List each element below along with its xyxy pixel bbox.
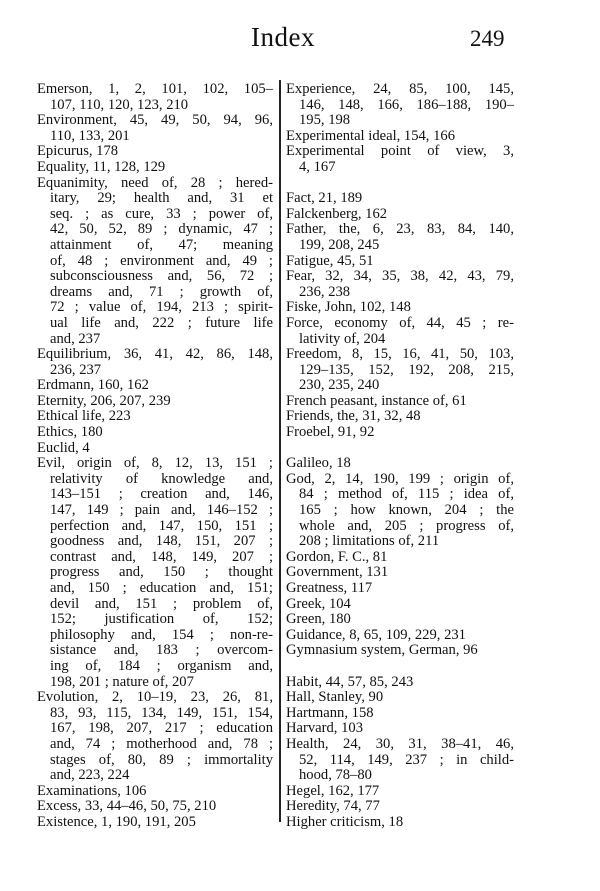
index-entry-continuation-line: 230, 235, 240 bbox=[299, 377, 380, 394]
index-entry-heading-line: Freedom, 8, 15, 16, 41, 50, 103, bbox=[286, 346, 514, 363]
index-entry-continuation-line: relativity of knowledge and, bbox=[50, 470, 273, 487]
index-entry-continuation-line: and, 237 bbox=[50, 330, 101, 347]
index-entry-heading-line: Environment, 45, 49, 50, 94, 96, bbox=[37, 112, 273, 129]
index-entry bbox=[286, 254, 514, 270]
index-entry-continuation-line: dreams and, 71 ; growth of, bbox=[50, 283, 273, 300]
index-entry-heading-line: Erdmann, 160, 162 bbox=[37, 377, 149, 394]
index-entry bbox=[286, 628, 514, 644]
index-entry bbox=[37, 425, 273, 441]
index-entry-heading-line: Equality, 11, 128, 129 bbox=[37, 158, 166, 175]
index-entry-continuation-line: 42, 50, 52, 89 ; dynamic, 47 ; bbox=[50, 221, 273, 238]
index-entry-continuation-line: and, 150 ; education and, 151; bbox=[50, 580, 273, 596]
index-entry-continuation-line: stages of, 80, 89 ; immortality bbox=[50, 751, 273, 768]
index-entry bbox=[286, 550, 514, 566]
letter-group-gap bbox=[286, 659, 514, 675]
index-entry-continuation-line: ual life and, 222 ; future life bbox=[50, 314, 273, 331]
index-entry-continuation-line: subconsciousness and, 56, 72 ; bbox=[50, 268, 273, 285]
index-entry-continuation-line: ing of, 184 ; organism and, bbox=[50, 657, 273, 674]
index-entry bbox=[286, 737, 514, 784]
index-entry-continuation-line: 199, 208, 245 bbox=[299, 236, 380, 253]
index-entry-heading-line: Examinations, 106 bbox=[37, 782, 147, 799]
index-entry bbox=[286, 129, 514, 145]
index-entry-heading-line: Euclid, 4 bbox=[37, 439, 90, 456]
index-entry-heading-line: Fact, 21, 189 bbox=[286, 190, 363, 207]
index-entry-heading-line: Government, 131 bbox=[286, 564, 389, 581]
index-entry bbox=[286, 347, 514, 394]
index-entry-heading-line: Existence, 1, 190, 191, 205 bbox=[37, 813, 196, 830]
index-entry-continuation-line: 146, 148, 166, 186–188, 190– bbox=[299, 96, 514, 113]
index-entry-continuation-line: hood, 78–80 bbox=[299, 767, 372, 784]
index-entry bbox=[286, 472, 514, 550]
index-entry-heading-line: Froebel, 91, 92 bbox=[286, 424, 375, 441]
index-entry bbox=[286, 269, 514, 300]
index-entry-continuation-line: seq. ; as cure, 33 ; power of, bbox=[50, 205, 273, 222]
index-entry-continuation-line: 52, 114, 149, 237 ; in child- bbox=[299, 751, 514, 768]
index-entry-heading-line: Hartmann, 158 bbox=[286, 704, 374, 721]
index-entry bbox=[286, 222, 514, 253]
page-title: Index bbox=[251, 22, 315, 52]
index-entry-continuation-line: 72 ; value of, 194, 213 ; spirit- bbox=[50, 299, 273, 316]
index-entry bbox=[286, 425, 514, 441]
index-column-right bbox=[286, 82, 514, 831]
index-entry-heading-line: Excess, 33, 44–46, 50, 75, 210 bbox=[37, 798, 217, 815]
index-entry-heading-line: Experience, 24, 85, 100, 145, bbox=[286, 81, 514, 97]
index-entry-continuation-line: attainment of, 47; meaning bbox=[50, 236, 273, 253]
index-entry bbox=[37, 160, 273, 176]
letter-group-gap bbox=[286, 176, 514, 192]
index-entry bbox=[37, 82, 273, 113]
index-entry-continuation-line: 4, 167 bbox=[299, 158, 336, 175]
index-entry-heading-line: French peasant, instance of, 61 bbox=[286, 392, 467, 409]
index-entry-heading-line: Gymnasium system, German, 96 bbox=[286, 642, 478, 659]
index-entry-continuation-line: perfection and, 147, 150, 151 ; bbox=[50, 517, 273, 534]
index-entry bbox=[286, 784, 514, 800]
index-entry-continuation-line: 152; justification of, 152; bbox=[50, 611, 273, 628]
index-entry bbox=[286, 456, 514, 472]
index-entry-continuation-line: philosophy and, 154 ; non-re- bbox=[50, 626, 273, 643]
index-entry bbox=[37, 441, 273, 457]
index-entry-heading-line: Father, the, 6, 23, 83, 84, 140, bbox=[286, 221, 514, 238]
index-entry-heading-line: Friends, the, 31, 32, 48 bbox=[286, 408, 421, 425]
index-entry bbox=[286, 394, 514, 410]
column-divider bbox=[279, 80, 281, 822]
index-entry bbox=[37, 394, 273, 410]
index-entry bbox=[286, 597, 514, 613]
index-entry-heading-line: Ethics, 180 bbox=[37, 424, 103, 441]
index-entry bbox=[286, 565, 514, 581]
index-entry bbox=[37, 784, 273, 800]
index-entry bbox=[37, 409, 273, 425]
index-entry bbox=[286, 721, 514, 737]
index-entry bbox=[286, 815, 514, 831]
index-entry-heading-line: Hall, Stanley, 90 bbox=[286, 689, 384, 706]
index-entry-continuation-line: itary, 29; health and, 31 et bbox=[50, 190, 273, 207]
index-entry-continuation-line: 110, 133, 201 bbox=[50, 127, 130, 144]
index-entry bbox=[37, 456, 273, 690]
index-entry-heading-line: Green, 180 bbox=[286, 611, 351, 628]
index-entry-continuation-line: lativity of, 204 bbox=[299, 330, 386, 347]
index-entry bbox=[286, 300, 514, 316]
index-entry-heading-line: Epicurus, 178 bbox=[37, 143, 119, 160]
index-entry-continuation-line: progress and, 150 ; thought bbox=[50, 564, 273, 581]
index-entry bbox=[286, 706, 514, 722]
index-entry bbox=[286, 643, 514, 659]
index-entry-continuation-line: 84 ; method of, 115 ; idea of, bbox=[299, 486, 514, 503]
index-entry-heading-line: Equanimity, need of, 28 ; hered- bbox=[37, 174, 273, 191]
index-entry-heading-line: Eternity, 206, 207, 239 bbox=[37, 392, 171, 409]
index-entry-continuation-line: goodness and, 148, 151, 207 ; bbox=[50, 533, 273, 550]
page-number: 249 bbox=[470, 26, 505, 51]
index-entry-heading-line: Habit, 44, 57, 85, 243 bbox=[286, 673, 414, 690]
index-entry-heading-line: Equilibrium, 36, 41, 42, 86, 148, bbox=[37, 346, 273, 363]
index-entry-continuation-line: 165 ; how known, 204 ; the bbox=[299, 502, 514, 519]
index-entry-continuation-line: and, 223, 224 bbox=[50, 767, 130, 784]
index-entry bbox=[37, 815, 273, 831]
index-entry bbox=[37, 113, 273, 144]
index-entry-continuation-line: of, 48 ; environment and, 49 ; bbox=[50, 252, 273, 269]
index-entry-continuation-line: sistance and, 183 ; overcom- bbox=[50, 642, 273, 659]
index-entry bbox=[37, 347, 273, 378]
index-entry bbox=[286, 316, 514, 347]
index-entry-continuation-line: 236, 237 bbox=[50, 361, 102, 378]
index-entry bbox=[37, 176, 273, 348]
index-entry-continuation-line: whole and, 205 ; progress of, bbox=[299, 517, 514, 534]
index-column-left bbox=[37, 82, 273, 831]
index-entry-heading-line: Falckenberg, 162 bbox=[286, 205, 388, 222]
index-entry bbox=[286, 675, 514, 691]
index-entry-continuation-line: and, 74 ; motherhood and, 78 ; bbox=[50, 735, 273, 752]
index-entry-heading-line: Experimental ideal, 154, 166 bbox=[286, 127, 455, 144]
index-entry-heading-line: Evil, origin of, 8, 12, 13, 151 ; bbox=[37, 455, 273, 472]
index-entry bbox=[286, 82, 514, 129]
index-entry-heading-line: Fatigue, 45, 51 bbox=[286, 252, 374, 269]
index-entry-heading-line: God, 2, 14, 190, 199 ; origin of, bbox=[286, 470, 514, 487]
index-entry-heading-line: Heredity, 74, 77 bbox=[286, 798, 380, 815]
index-entry-continuation-line: 167, 198, 207, 217 ; education bbox=[50, 720, 273, 737]
index-entry-heading-line: Fear, 32, 34, 35, 38, 42, 43, 79, bbox=[286, 268, 514, 285]
index-entry-continuation-line: 198, 201 ; nature of, 207 bbox=[50, 673, 194, 690]
index-entry-continuation-line: 107, 110, 120, 123, 210 bbox=[50, 96, 189, 113]
index-entry bbox=[37, 799, 273, 815]
index-entry-continuation-line: 83, 93, 115, 134, 149, 151, 154, bbox=[50, 704, 273, 721]
index-entry bbox=[286, 799, 514, 815]
index-entry bbox=[286, 690, 514, 706]
index-entry-heading-line: Evolution, 2, 10–19, 23, 26, 81, bbox=[37, 689, 273, 706]
index-entry-continuation-line: 129–135, 152, 192, 208, 215, bbox=[299, 361, 514, 378]
index-entry bbox=[286, 581, 514, 597]
index-entry bbox=[286, 144, 514, 175]
index-entry-heading-line: Force, economy of, 44, 45 ; re- bbox=[286, 314, 514, 331]
letter-group-gap bbox=[286, 441, 514, 457]
index-entry-continuation-line: 147, 149 ; pain and, 146–152 ; bbox=[50, 502, 273, 519]
index-entry-continuation-line: devil and, 151 ; problem of, bbox=[50, 595, 273, 612]
index-entry bbox=[286, 191, 514, 207]
index-entry-continuation-line: 195, 198 bbox=[299, 112, 351, 129]
index-entry-heading-line: Health, 24, 30, 31, 38–41, 46, bbox=[286, 735, 514, 752]
index-entry-continuation-line: 236, 238 bbox=[299, 283, 351, 300]
index-entry bbox=[286, 409, 514, 425]
index-entry-heading-line: Emerson, 1, 2, 101, 102, 105– bbox=[37, 81, 273, 97]
index-entry-heading-line: Experimental point of view, 3, bbox=[286, 143, 514, 160]
index-entry-heading-line: Fiske, John, 102, 148 bbox=[286, 299, 411, 316]
index-entry-continuation-line: contrast and, 148, 149, 207 ; bbox=[50, 548, 273, 565]
index-entry bbox=[286, 612, 514, 628]
index-entry-heading-line: Ethical life, 223 bbox=[37, 408, 131, 425]
index-entry-heading-line: Guidance, 8, 65, 109, 229, 231 bbox=[286, 626, 466, 643]
index-entry-heading-line: Greatness, 117 bbox=[286, 580, 373, 596]
index-entry bbox=[37, 144, 273, 160]
index-entry-heading-line: Harvard, 103 bbox=[286, 720, 363, 737]
index-entry-continuation-line: 143–151 ; creation and, 146, bbox=[50, 486, 273, 503]
index-entry-heading-line: Higher criticism, 18 bbox=[286, 813, 404, 830]
index-entry-heading-line: Gordon, F. C., 81 bbox=[286, 548, 388, 565]
index-entry-heading-line: Galileo, 18 bbox=[286, 455, 351, 472]
index-entry bbox=[37, 378, 273, 394]
index-entry-heading-line: Hegel, 162, 177 bbox=[286, 782, 380, 799]
index-entry bbox=[37, 690, 273, 784]
index-entry-continuation-line: 208 ; limitations of, 211 bbox=[299, 533, 440, 550]
index-entry bbox=[286, 207, 514, 223]
index-entry-heading-line: Greek, 104 bbox=[286, 595, 351, 612]
